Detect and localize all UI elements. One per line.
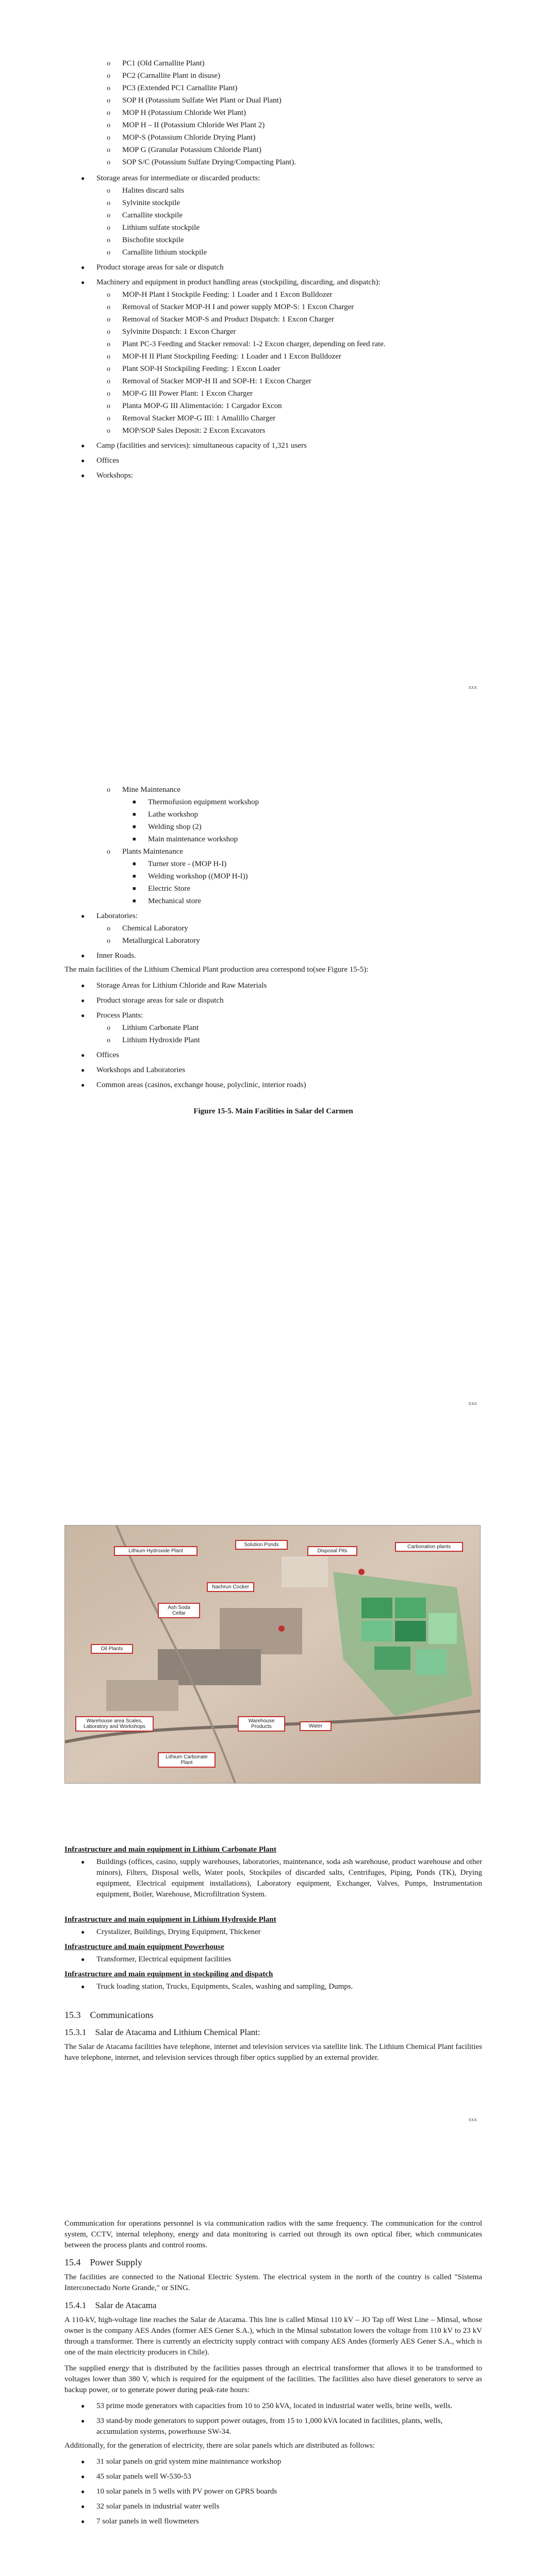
list-item: o MOP H – II (Potassium Chloride Wet Plant 2) xyxy=(107,121,265,129)
list-item: ■ Turner store - (MOP H-I) xyxy=(133,860,227,868)
list-item: o PC2 (Carnallite Plant in disuse) xyxy=(107,72,220,80)
list-item: o MOP/SOP Sales Deposit: 2 Excon Excavators xyxy=(107,427,266,435)
list-item: ■ Welding workshop ((MOP H-I)) xyxy=(133,872,248,880)
map-label: Warehouse area Scales, Laboratory and Workshops xyxy=(75,1716,154,1732)
list-item: ● Laboratories: xyxy=(81,912,138,920)
list-item: o Removal of Stacker MOP-S and Product Dispatch: 1 Excon Charger xyxy=(107,315,334,324)
list-item: ● Storage Areas for Lithium Chloride and Raw Materials xyxy=(81,981,267,990)
list-item: ● 31 solar panels on grid system mine maintenance workshop xyxy=(81,2458,282,2466)
list-item: ● 53 prime mode generators with capacities from 10 to 250 kVA, located in industrial water wells, brine wells, wells. xyxy=(81,2402,453,2410)
page-3-content xyxy=(64,1844,482,2069)
map-label: Ash Soda Cellar xyxy=(158,1603,200,1618)
list-item: ● 32 solar panels in industrial water wells xyxy=(81,2502,220,2511)
list-item: o PC3 (Extended PC1 Carnallite Plant) xyxy=(107,84,238,92)
list-item: ● Product storage areas for sale or dispatch xyxy=(81,263,224,272)
list-item: ● 45 solar panels well W-530-53 xyxy=(81,2472,191,2481)
map-label: Warehouse Products xyxy=(238,1716,285,1732)
page-2-content xyxy=(64,783,482,1124)
satellite-image xyxy=(65,1526,480,1783)
list-item: o Plant SOP-H Stockpiling Feeding: 1 Excon Loader xyxy=(107,365,281,373)
list-item: o SOP S/C (Potassium Sulfate Drying/Compacting Plant). xyxy=(107,158,296,166)
section-heading: Infrastructure and main equipment in stockpiling and dispatch xyxy=(64,1970,273,1978)
map-label: Water xyxy=(300,1721,332,1731)
list-item: o MOP-S (Potassium Chloride Drying Plant) xyxy=(107,133,256,142)
list-item: ■ Mechanical store xyxy=(133,897,201,905)
map-label: Lithium Carbonate Plant xyxy=(158,1752,216,1768)
paragraph: The Salar de Atacama facilities have telephone, internet and television services via satellite link. The Lithium Chemical Plant facilities have telephone, internet, and television services through fiber optics supplied by an external provider. xyxy=(64,2043,482,2062)
list-item: ● 10 solar panels in 5 wells with PV power on GPRS boards xyxy=(81,2487,277,2496)
list-item: o Plant PC-3 Feeding and Stacker removal: 1-2 Excon charger, depending on feed rate. xyxy=(107,340,386,348)
list-item: o Halites discard salts xyxy=(107,187,184,195)
list-item: ● Truck loading station, Trucks, Equipments, Scales, washing and sampling, Dumps. xyxy=(81,1982,353,1991)
list-item: o PC1 (Old Carnallite Plant) xyxy=(107,59,205,67)
list-item: ● Machinery and equipment in product handling areas (stockpiling, discarding, and dispatch): xyxy=(81,278,381,286)
list-item: o MOP-H Plant I Stockpile Feeding: 1 Loader and 1 Excon Bulldozer xyxy=(107,291,333,299)
list-item: ● Common areas (casinos, exchange house, polyclinic, interior roads) xyxy=(81,1081,306,1089)
map-label: Nachrun Cocker xyxy=(207,1582,254,1592)
page-number: xxx xyxy=(468,684,477,690)
list-item: o Lithium Carbonate Plant xyxy=(107,1024,199,1032)
section-title: 15.4 Power Supply xyxy=(64,2257,143,2267)
section-title: 15.3 Communications xyxy=(64,2010,154,2020)
list-item: ● Camp (facilities and services): simultaneous capacity of 1,321 users xyxy=(81,442,307,450)
list-item: ● Storage areas for intermediate or discarded products: xyxy=(81,174,260,182)
list-item: ● Transformer, Electrical equipment facilities xyxy=(81,1955,232,1963)
list-item: o SOP H (Potassium Sulfate Wet Plant or Dual Plant) xyxy=(107,96,282,105)
list-item: ● Workshops and Laboratories xyxy=(81,1066,186,1074)
list-item: o Lithium sulfate stockpile xyxy=(107,224,200,232)
map-label: Oil Plants xyxy=(91,1644,133,1654)
list-item: o MOP H (Potassium Chloride Wet Plant) xyxy=(107,109,246,117)
list-item: o MOP-H II Plant Stockpiling Feeding: 1 Loader and 1 Excon Bulldozer xyxy=(107,352,341,361)
paragraph: The main facilities of the Lithium Chemical Plant production area correspond to(see Figure 15-5): xyxy=(64,965,369,974)
section-heading: Infrastructure and main equipment Powerhouse xyxy=(64,1943,224,1951)
list-item: ■ Main maintenance workshop xyxy=(133,835,238,843)
page-4-content xyxy=(64,2215,482,2529)
list-item: o MOP-G III Power Plant: 1 Excon Charger xyxy=(107,389,253,398)
site-map-figure xyxy=(64,1525,481,1784)
list-item: o Metallurgical Laboratory xyxy=(107,937,200,945)
paragraph: The facilities are connected to the National Electric System. The electrical system in the north of the country is called "Sistema Interconectado Norte Grande," or SING. xyxy=(64,2273,482,2292)
list-item: o Removal Stacker MOP-G III: 1 Amalillo Charger xyxy=(107,414,276,422)
subsection-title: 15.4.1 Salar de Atacama xyxy=(64,2300,157,2310)
section-heading: Infrastructure and main equipment in Lithium Hydroxide Plant xyxy=(64,1916,276,1924)
list-item: ● Inner Roads. xyxy=(81,952,136,960)
list-item: o Bischofite stockpile xyxy=(107,236,184,244)
map-label: Disposal Pits xyxy=(307,1546,357,1556)
list-item: o MOP G (Granular Potassium Chloride Plant) xyxy=(107,146,261,154)
paragraph: Additionally, for the generation of electricity, there are solar panels which are distributed as follows: xyxy=(64,2442,375,2450)
figure-caption: Figure 15-5. Main Facilities in Salar del Carmen xyxy=(193,1107,353,1115)
list-item: o Chemical Laboratory xyxy=(107,924,188,933)
list-item: o Sylvinite Dispatch: 1 Excon Charger xyxy=(107,328,236,336)
list-item: o Sylvinite stockpile xyxy=(107,199,180,207)
paragraph: Communication for operations personnel is via communication radios with the same frequency. The communication for the control system, CCTV, internal telephony, energy and data monitoring is carried out through its own optical fiber, which communicates between the process plants and control rooms. xyxy=(64,2219,482,2249)
page-number: xxx xyxy=(468,2116,477,2123)
map-label: Solution Ponds xyxy=(235,1540,288,1550)
list-item: o Carnallite lithium stockpile xyxy=(107,248,207,257)
list-item: ■ Thermofusion equipment workshop xyxy=(133,798,259,806)
map-label: Carbonation plants xyxy=(395,1542,463,1552)
list-item: ● Crystalizer, Buildings, Drying Equipment, Thickener xyxy=(81,1928,261,1936)
list-item: o Plants Maintenance xyxy=(107,848,183,856)
list-item: ■ Welding shop (2) xyxy=(133,823,202,831)
list-item: o Lithium Hydroxide Plant xyxy=(107,1036,200,1044)
subsection-title: 15.3.1 Salar de Atacama and Lithium Chemical Plant: xyxy=(64,2027,260,2037)
list-item: ■ Lathe workshop xyxy=(133,810,199,819)
list-item: ● Offices xyxy=(81,1051,119,1059)
list-item: o Removal of Stacker MOP-H II and SOP-H: 1 Excon Charger xyxy=(107,377,311,385)
list-item: o Mine Maintenance xyxy=(107,786,180,794)
list-item: ● Offices xyxy=(81,456,119,465)
list-item: o Planta MOP-G III Alimentación: 1 Cargador Excon xyxy=(107,402,282,410)
list-item: ● 7 solar panels in well flowmeters xyxy=(81,2517,199,2526)
list-item: ■ Electric Store xyxy=(133,885,191,893)
list-item: ● Buildings (offices, casino, supply warehouses, laboratories, maintenance, soda ash warehouse, product warehouse and other minors), Filters, Disposal wells, Water pools, Stockpiles of discarded salts, Centrifuges, Piping, Ponds (TK), Drying equipment, Electrical equipment installations), Laboratory equipment, Exchanger, Valves, Pumps, Instrumentation equipment, Boiler, Warehouse, Microfiltration System. xyxy=(81,1858,482,1899)
list-item: ● 33 stand-by mode generators to support power outages, from 15 to 1,000 kVA located in facilities, plants, wells, accumulation systems, powerhouse SW-34. xyxy=(81,2417,443,2436)
paragraph: The supplied energy that is distributed by the facilities passes through an electrical transformer that allows it to be transformed to voltages lower than 380 V, which is required for the equipment of the facilities. The facilities also have diesel generators to serve as backup power, or to generate power during peak-rate hours: xyxy=(64,2364,482,2394)
map-label: Lithium Hydroxide Plant xyxy=(114,1546,197,1556)
page-number: xxx xyxy=(468,1400,477,1406)
list-item: ● Product storage areas for sale or dispatch xyxy=(81,996,224,1005)
list-item: o Removal of Stacker MOP-H I and power supply MOP-S: 1 Excon Charger xyxy=(107,303,354,311)
list-item: ● Workshops: xyxy=(81,471,134,480)
paragraph: A 110-kV, high-voltage line reaches the Salar de Atacama. This line is called Minsal 110 kV – JO Tap off West Line – Minsal, whose owner is the company AES Andes (former AES Gener S.A.), which in the Minsal substation lowers the voltage from 110 kV to 23 kV through a transformer. There is currently an electricity supply contract with company AES Andes (formerly AES Gener S.A., which is one of the main electricity producers in Chile). xyxy=(64,2316,482,2357)
section-heading: Infrastructure and main equipment in Lithium Carbonate Plant xyxy=(64,1845,277,1854)
list-item: o Carnallite stockpile xyxy=(107,211,183,219)
list-item: ● Process Plants: xyxy=(81,1011,143,1020)
page-1-content xyxy=(64,57,482,483)
plants-list xyxy=(64,58,482,168)
